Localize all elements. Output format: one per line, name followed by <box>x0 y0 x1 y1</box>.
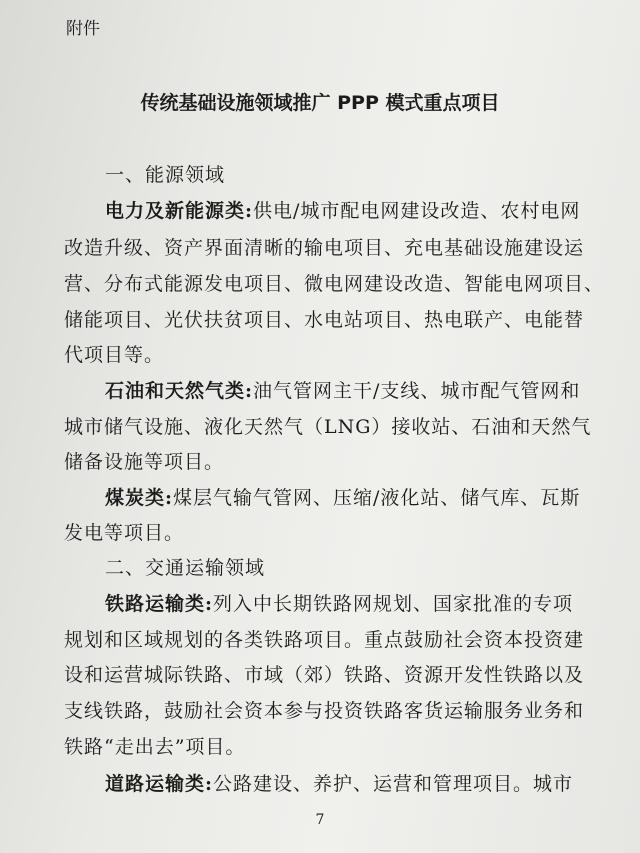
category-label-rail: 铁路运输类: <box>105 593 214 615</box>
section-heading-energy: 一、能源领域 <box>105 164 226 186</box>
paragraph-line: 发电等项目。 <box>64 522 185 544</box>
paragraph-line <box>105 589 573 616</box>
paragraph-line: 储备设施等项目。 <box>64 451 225 473</box>
section-heading-transport: 二、交通运输领域 <box>105 557 266 579</box>
category-label-coal: 煤炭类: <box>105 487 174 509</box>
paragraph-line: 城市储气设施、液化天然气（LNG）接收站、石油和天然气 <box>64 416 592 438</box>
paragraph-line: 储能项目、光伏扶贫项目、水电站项目、热电联产、电能替 <box>64 309 585 331</box>
paragraph-line <box>105 483 580 510</box>
paragraph-line: 规划和区域规划的各类铁路项目。重点鼓励社会资本投资建 <box>64 629 585 651</box>
page-title: 传统基础设施领域推广 PPP 模式重点项目 <box>140 92 500 114</box>
category-label-oil-gas: 石油和天然气类: <box>105 380 254 402</box>
paragraph-text: 列入中长期铁路网规划、国家批准的专项 <box>213 593 574 615</box>
paragraph-line <box>105 196 580 223</box>
paragraph-line: 铁路“走出去”项目。 <box>64 736 246 758</box>
paragraph-text: 供电/城市配电网建设改造、农村电网 <box>253 200 581 222</box>
paragraph-line: 改造升级、资产界面清晰的输电项目、充电基础设施建设运 <box>64 237 585 259</box>
paragraph-text: 油气管网主干/支线、城市配气管网和 <box>253 380 581 402</box>
paragraph-line <box>105 769 573 796</box>
paragraph-line: 营、分布式能源发电项目、微电网建设改造、智能电网项目、 <box>64 273 605 295</box>
paragraph-line: 设和运营城际铁路、市域（郊）铁路、资源开发性铁路以及 <box>64 664 585 686</box>
paragraph-line: 代项目等。 <box>64 344 165 366</box>
category-label-road: 道路运输类: <box>105 773 214 795</box>
paragraph-text: 公路建设、养护、运营和管理项目。城市 <box>213 773 574 795</box>
category-label-power: 电力及新能源类: <box>105 200 254 222</box>
page-number: 7 <box>315 812 325 828</box>
paragraph-line: 支线铁路，鼓励社会资本参与投资铁路客货运输服务业务和 <box>64 700 585 722</box>
paragraph-line <box>105 376 580 403</box>
attachment-label: 附件 <box>66 19 100 39</box>
paragraph-text: 煤层气输气管网、压缩/液化站、储气库、瓦斯 <box>173 487 581 509</box>
